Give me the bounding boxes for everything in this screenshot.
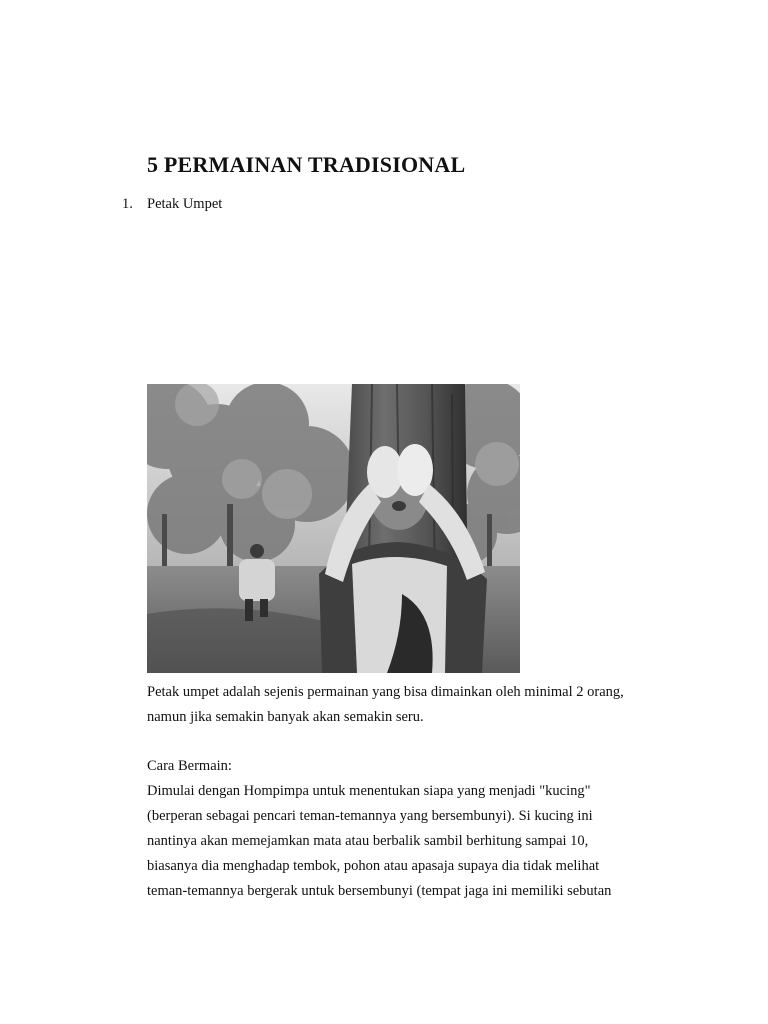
how-to-heading: Cara Bermain: bbox=[147, 758, 232, 774]
document-title: 5 PERMAINAN TRADISIONAL bbox=[147, 152, 466, 177]
intro-paragraph bbox=[147, 680, 687, 730]
intro-line: namun jika semakin banyak akan semakin seru. bbox=[147, 709, 424, 725]
list-item-number: 1. bbox=[122, 196, 133, 212]
how-to-line: (berperan sebagai pencari teman-temannya yang bersembunyi). Si kucing ini bbox=[147, 808, 593, 824]
how-to-line: nantinya akan memejamkan mata atau berbalik sambil berhitung sampai 10, bbox=[147, 833, 589, 849]
list-item-petak-umpet bbox=[122, 196, 222, 213]
hide-and-seek-photo bbox=[147, 384, 520, 673]
how-to-paragraph bbox=[147, 779, 687, 904]
intro-line: Petak umpet adalah sejenis permainan yang bisa dimainkan oleh minimal 2 orang, bbox=[147, 684, 624, 700]
how-to-line: teman-temannya bergerak untuk bersembunyi (tempat jaga ini memiliki sebutan bbox=[147, 883, 612, 899]
how-to-line: biasanya dia menghadap tembok, pohon atau apasaja supaya dia tidak melihat bbox=[147, 858, 600, 874]
list-item-label: Petak Umpet bbox=[147, 196, 223, 212]
photo-illustration bbox=[147, 384, 520, 673]
how-to-line: Dimulai dengan Hompimpa untuk menentukan siapa yang menjadi "kucing" bbox=[147, 783, 591, 799]
